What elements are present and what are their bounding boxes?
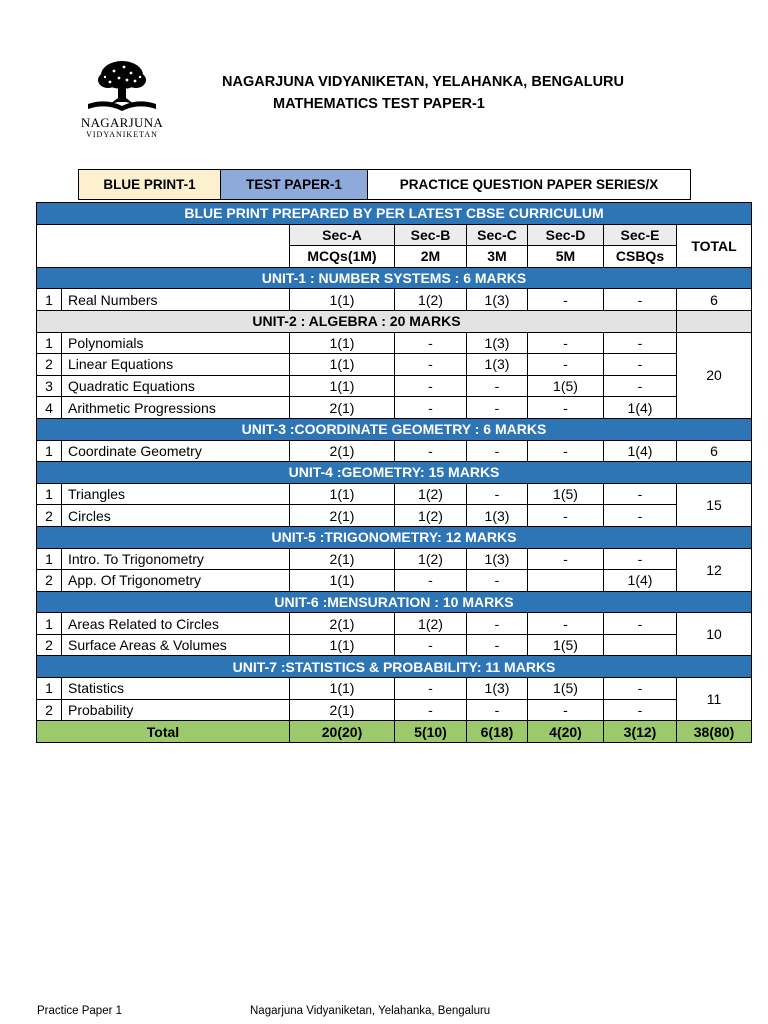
marks-cell: 2(1) — [290, 548, 395, 570]
marks-cell: - — [528, 699, 604, 721]
unit-title: UNIT-6 :MENSURATION : 10 MARKS — [37, 591, 752, 613]
marks-cell: 1(4) — [604, 440, 677, 462]
marks-cell: - — [528, 505, 604, 527]
marks-header: CSBQs — [604, 246, 677, 268]
marks-cell: - — [604, 548, 677, 570]
grand-total-cell: 4(20) — [528, 721, 604, 743]
row-number: 1 — [37, 483, 62, 505]
section-header: Sec-B — [395, 224, 467, 246]
marks-cell: 1(1) — [290, 332, 395, 354]
marks-cell: 1(1) — [290, 634, 395, 656]
table-title-row — [37, 203, 752, 225]
marks-cell: - — [528, 548, 604, 570]
marks-cell: 2(1) — [290, 397, 395, 419]
marks-cell: 1(2) — [395, 289, 467, 311]
unit-total: 20 — [677, 332, 752, 418]
marks-cell: - — [604, 678, 677, 700]
row-number: 4 — [37, 397, 62, 419]
table-row — [37, 570, 752, 592]
paper-title: MATHEMATICS TEST PAPER-1 — [273, 96, 485, 112]
row-number: 2 — [37, 634, 62, 656]
row-number: 1 — [37, 613, 62, 635]
blue-print-tag: BLUE PRINT-1 — [78, 169, 221, 200]
unit-header-row — [37, 656, 752, 678]
logo-name: NAGARJUNA — [80, 115, 164, 130]
unit-total: 10 — [677, 613, 752, 656]
unit-total: 11 — [677, 678, 752, 721]
row-number: 1 — [37, 289, 62, 311]
table-row — [37, 440, 752, 462]
marks-header: 2M — [395, 246, 467, 268]
marks-cell: 1(3) — [467, 289, 528, 311]
section-header: Sec-D — [528, 224, 604, 246]
marks-cell: - — [528, 332, 604, 354]
marks-cell: 1(2) — [395, 613, 467, 635]
marks-cell: 1(3) — [467, 332, 528, 354]
topic-cell: Triangles — [62, 483, 290, 505]
marks-cell: 1(1) — [290, 678, 395, 700]
marks-cell: 1(3) — [467, 678, 528, 700]
marks-cell: - — [467, 613, 528, 635]
topic-cell: Statistics — [62, 678, 290, 700]
marks-cell: 1(5) — [528, 678, 604, 700]
topic-cell: App. Of Trigonometry — [62, 570, 290, 592]
table-title: BLUE PRINT PREPARED BY PER LATEST CBSE CURRICULUM — [37, 203, 752, 225]
table-row — [37, 678, 752, 700]
marks-cell: 1(5) — [528, 483, 604, 505]
topic-cell: Intro. To Trigonometry — [62, 548, 290, 570]
marks-header: 5M — [528, 246, 604, 268]
unit-title-blank — [677, 310, 752, 332]
table-row — [37, 548, 752, 570]
marks-cell: 1(3) — [467, 354, 528, 376]
row-number: 2 — [37, 699, 62, 721]
marks-header: MCQs(1M) — [290, 246, 395, 268]
grand-total-cell: 6(18) — [467, 721, 528, 743]
marks-cell: - — [528, 613, 604, 635]
table-row — [37, 699, 752, 721]
unit-header-row — [37, 418, 752, 440]
unit-total: 6 — [677, 289, 752, 311]
marks-cell: - — [528, 397, 604, 419]
table-row — [37, 332, 752, 354]
marks-cell: - — [604, 483, 677, 505]
marks-cell: - — [604, 505, 677, 527]
series-tag: PRACTICE QUESTION PAPER SERIES/X — [368, 169, 691, 200]
footer-left: Practice Paper 1 — [37, 1005, 123, 1017]
unit-title: UNIT-5 :TRIGONOMETRY: 12 MARKS — [37, 526, 752, 548]
unit-title: UNIT-2 : ALGEBRA : 20 MARKS — [37, 310, 677, 332]
marks-cell: 1(1) — [290, 289, 395, 311]
row-number: 1 — [37, 678, 62, 700]
marks-cell: - — [395, 375, 467, 397]
unit-header-row — [37, 462, 752, 484]
marks-cell: 1(5) — [528, 634, 604, 656]
marks-cell: 1(4) — [604, 397, 677, 419]
unit-header-row — [37, 310, 752, 332]
unit-title: UNIT-1 : NUMBER SYSTEMS : 6 MARKS — [37, 267, 752, 289]
marks-cell: 2(1) — [290, 699, 395, 721]
grand-total-cell: 20(20) — [290, 721, 395, 743]
unit-title: UNIT-4 :GEOMETRY: 15 MARKS — [37, 462, 752, 484]
section-header-row — [37, 224, 752, 246]
marks-cell: - — [604, 613, 677, 635]
table-row — [37, 634, 752, 656]
marks-cell: - — [528, 289, 604, 311]
header-blank — [37, 224, 290, 267]
marks-cell: 1(1) — [290, 375, 395, 397]
marks-cell — [528, 570, 604, 592]
marks-cell: 1(1) — [290, 570, 395, 592]
topic-cell: Areas Related to Circles — [62, 613, 290, 635]
table-row — [37, 354, 752, 376]
topic-cell: Surface Areas & Volumes — [62, 634, 290, 656]
marks-cell: - — [467, 483, 528, 505]
marks-cell: - — [395, 440, 467, 462]
unit-total: 15 — [677, 483, 752, 526]
marks-cell: 1(3) — [467, 505, 528, 527]
table-row — [37, 289, 752, 311]
marks-cell: - — [604, 289, 677, 311]
marks-cell: - — [395, 699, 467, 721]
logo-subtitle: VIDYANIKETAN — [86, 130, 158, 139]
row-number: 3 — [37, 375, 62, 397]
marks-cell: - — [467, 440, 528, 462]
table-row — [37, 375, 752, 397]
topic-cell: Probability — [62, 699, 290, 721]
marks-cell: 1(4) — [604, 570, 677, 592]
row-number: 2 — [37, 570, 62, 592]
unit-total: 6 — [677, 440, 752, 462]
marks-cell: - — [467, 570, 528, 592]
total-header: TOTAL — [677, 224, 752, 267]
topic-cell: Quadratic Equations — [62, 375, 290, 397]
marks-cell: - — [604, 375, 677, 397]
marks-cell: - — [395, 332, 467, 354]
topic-cell: Circles — [62, 505, 290, 527]
marks-cell — [604, 634, 677, 656]
marks-cell: - — [528, 354, 604, 376]
section-header: Sec-C — [467, 224, 528, 246]
marks-cell: 2(1) — [290, 505, 395, 527]
school-name: NAGARJUNA VIDYANIKETAN, YELAHANKA, BENGALURU — [222, 74, 624, 90]
marks-cell: - — [395, 397, 467, 419]
topic-cell: Real Numbers — [62, 289, 290, 311]
marks-cell: 1(3) — [467, 548, 528, 570]
marks-cell: - — [604, 699, 677, 721]
footer-right: Nagarjuna Vidyaniketan, Yelahanka, Bengaluru — [250, 1005, 491, 1017]
row-number: 1 — [37, 548, 62, 570]
grand-total-label: Total — [37, 721, 290, 743]
marks-cell: 1(5) — [528, 375, 604, 397]
marks-cell: - — [604, 332, 677, 354]
paper-tags — [78, 169, 691, 199]
table-row — [37, 613, 752, 635]
marks-cell: - — [395, 354, 467, 376]
marks-cell: 2(1) — [290, 440, 395, 462]
topic-cell: Arithmetic Progressions — [62, 397, 290, 419]
marks-cell: 1(1) — [290, 483, 395, 505]
marks-cell: - — [604, 354, 677, 376]
row-number: 2 — [37, 505, 62, 527]
marks-cell: - — [395, 634, 467, 656]
table-row — [37, 505, 752, 527]
grand-total-value: 38(80) — [677, 721, 752, 743]
unit-title: UNIT-7 :STATISTICS & PROBABILITY: 11 MARKS — [37, 656, 752, 678]
topic-cell: Coordinate Geometry — [62, 440, 290, 462]
row-number: 1 — [37, 440, 62, 462]
marks-cell: - — [467, 699, 528, 721]
marks-cell: - — [467, 634, 528, 656]
marks-cell: - — [528, 440, 604, 462]
table-row — [37, 483, 752, 505]
grand-total-row — [37, 721, 752, 743]
unit-header-row — [37, 267, 752, 289]
grand-total-cell: 3(12) — [604, 721, 677, 743]
marks-cell: 1(2) — [395, 548, 467, 570]
marks-cell: 1(1) — [290, 354, 395, 376]
section-header: Sec-A — [290, 224, 395, 246]
blue-print-table — [36, 202, 752, 743]
unit-header-row — [37, 526, 752, 548]
unit-total: 12 — [677, 548, 752, 591]
marks-header: 3M — [467, 246, 528, 268]
row-number: 2 — [37, 354, 62, 376]
section-header: Sec-E — [604, 224, 677, 246]
topic-cell: Polynomials — [62, 332, 290, 354]
topic-cell: Linear Equations — [62, 354, 290, 376]
unit-header-row — [37, 591, 752, 613]
marks-cell: - — [395, 570, 467, 592]
test-paper-tag: TEST PAPER-1 — [221, 169, 368, 200]
grand-total-cell: 5(10) — [395, 721, 467, 743]
marks-cell: - — [467, 375, 528, 397]
table-row — [37, 397, 752, 419]
marks-cell: - — [467, 397, 528, 419]
marks-cell: - — [395, 678, 467, 700]
row-number: 1 — [37, 332, 62, 354]
unit-title: UNIT-3 :COORDINATE GEOMETRY : 6 MARKS — [37, 418, 752, 440]
marks-cell: 2(1) — [290, 613, 395, 635]
marks-cell: 1(2) — [395, 483, 467, 505]
marks-cell: 1(2) — [395, 505, 467, 527]
